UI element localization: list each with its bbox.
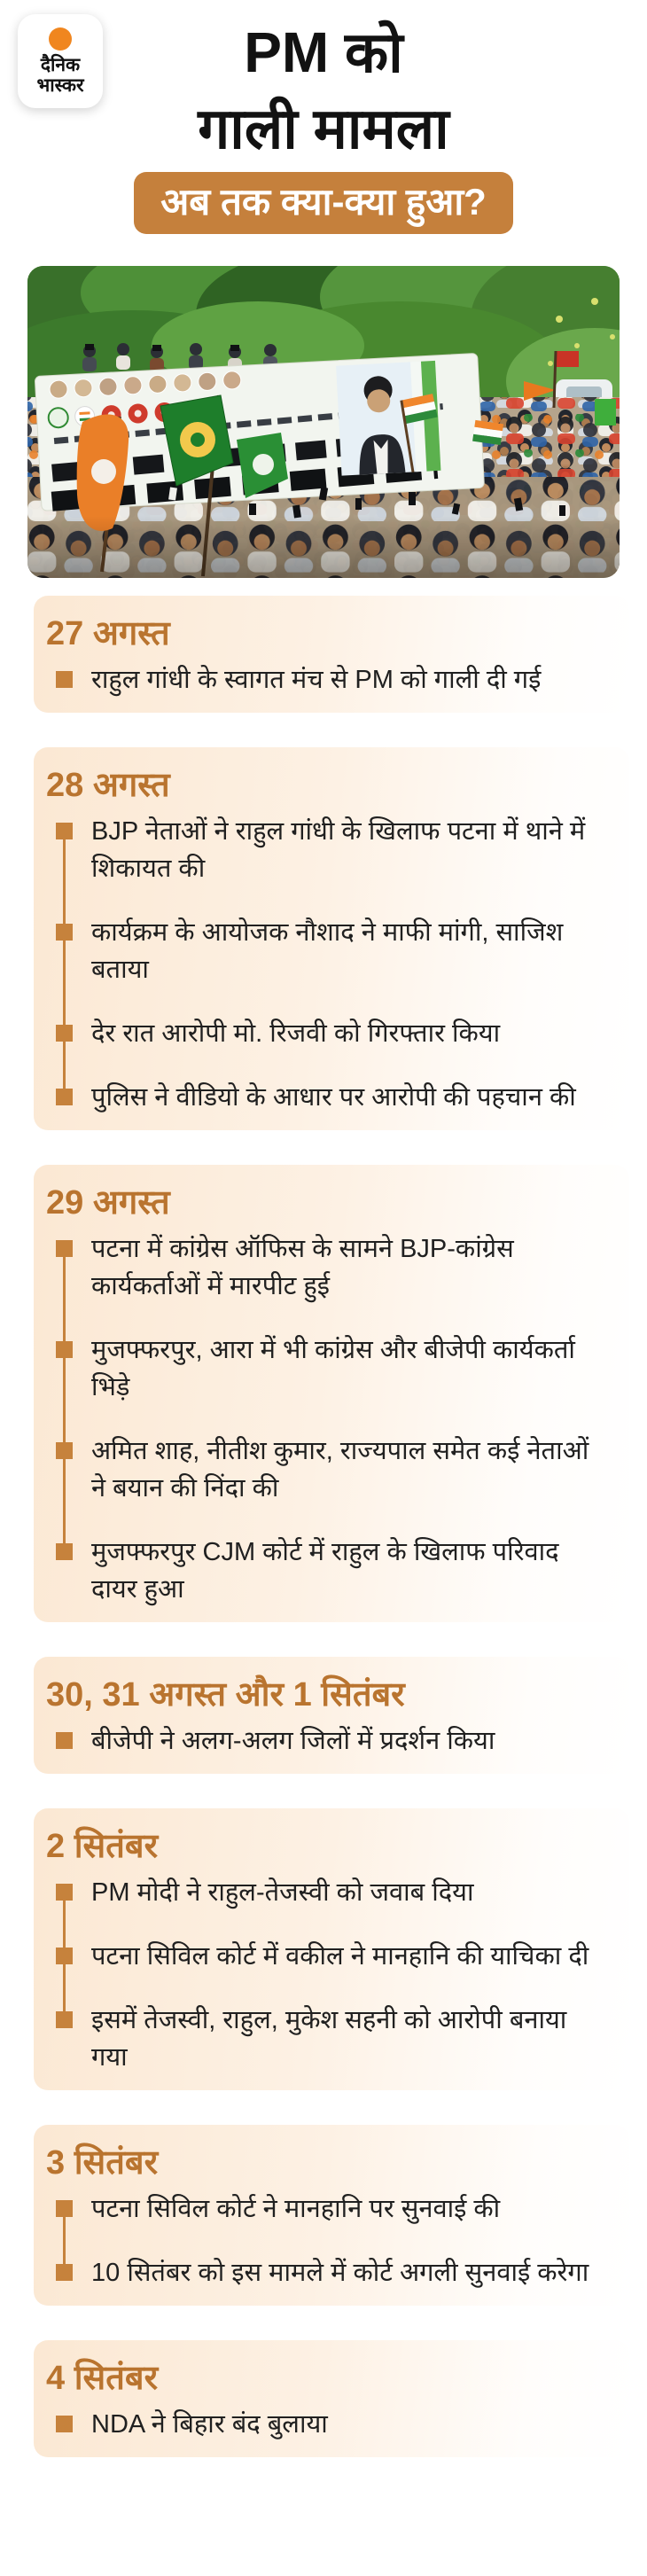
event-text: पुलिस ने वीडियो के आधार पर आरोपी की पहचान की [91,1083,576,1112]
event-item [46,1015,608,1052]
event-list [46,1230,608,1608]
logo-text-line1: दैनिक [40,54,81,75]
event-item [46,1874,608,1911]
bullet-square-icon [56,1884,73,1901]
bullet-square-icon [56,1089,73,1105]
page-title-line2: गाली मामला [198,97,449,160]
event-text: मुजफ्फरपुर, आरा में भी कांग्रेस और बीजेपी कार्यकर्ता भिड़े [91,1336,575,1401]
event-list [46,1722,608,1760]
event-text: PM मोदी ने राहुल-तेजस्वी को जवाब दिया [91,1878,474,1907]
timeline-date: 28 अगस्त [46,767,170,804]
dainik-bhaskar-logo [18,14,103,108]
event-text: 10 सितंबर को इस मामले में कोर्ट अगली सुनवाई करेगा [91,2259,589,2287]
event-item [46,1432,608,1507]
bullet-square-icon [56,1025,73,1042]
subtitle-badge: अब तक क्या-क्या हुआ? [134,172,513,234]
bullet-square-icon [56,823,73,839]
event-text: पटना सिविल कोर्ट ने मानहानि पर सुनवाई की [91,2195,501,2223]
event-item [46,2254,608,2291]
event-item [46,2002,608,2076]
event-item [46,813,608,887]
logo-text-line2: भास्कर [36,74,84,96]
event-list [46,2190,608,2291]
timeline-card [34,1808,629,2090]
timeline-card [34,2340,629,2457]
event-text: NDA ने बिहार बंद बुलाया [91,2410,328,2439]
event-list [46,2406,608,2443]
event-item [46,1938,608,1975]
event-text: अमित शाह, नीतीश कुमार, राज्यपाल समेत कई नेताओं ने बयान की निंदा की [91,1437,589,1503]
bullet-square-icon [56,1341,73,1358]
timeline [0,596,647,2457]
logo-sun-icon [49,27,72,51]
page-title-line1: PM को [244,20,403,84]
timeline-date: 29 अगस्त [46,1184,170,1222]
rally-photo-illustration [27,266,620,578]
event-item [46,1534,608,1608]
timeline-card [34,2125,629,2306]
event-text: पटना सिविल कोर्ट में वकील ने मानहानि की याचिका दी [91,1942,589,1971]
bullet-square-icon [56,1240,73,1257]
event-item [46,1331,608,1406]
header [0,0,647,234]
event-item [46,2406,608,2443]
timeline-card [34,1165,629,1622]
event-text: कार्यक्रम के आयोजक नौशाद ने माफी मांगी, साजिश बताया [91,918,564,984]
event-item [46,914,608,988]
event-item [46,1722,608,1760]
bullet-square-icon [56,924,73,941]
bullet-square-icon [56,2011,73,2028]
timeline-date: 27 अगस्त [46,615,170,652]
timeline-date: 3 सितंबर [46,2144,159,2182]
bullet-square-icon [56,2200,73,2217]
bullet-square-icon [56,1948,73,1964]
event-item [46,2190,608,2228]
event-list [46,1874,608,2076]
event-item [46,1079,608,1116]
event-list [46,661,608,699]
event-text: BJP नेताओं ने राहुल गांधी के खिलाफ पटना में थाने में शिकायत की [91,817,586,883]
timeline-card [34,747,629,1130]
event-item [46,1230,608,1305]
event-text: देर रात आरोपी मो. रिजवी को गिरफ्तार किया [91,1019,501,1048]
timeline-date: 4 सितंबर [46,2360,159,2397]
timeline-card [34,1657,629,1774]
timeline-date: 30, 31 अगस्त और 1 सितंबर [46,1676,405,1713]
bullet-square-icon [56,1732,73,1749]
event-text: बीजेपी ने अलग-अलग जिलों में प्रदर्शन किया [91,1727,495,1755]
bullet-square-icon [56,2264,73,2281]
bullet-square-icon [56,2416,73,2432]
event-list [46,813,608,1116]
bullet-square-icon [56,1442,73,1459]
timeline-date: 2 सितंबर [46,1828,159,1865]
bullet-square-icon [56,1543,73,1560]
event-text: राहुल गांधी के स्वागत मंच से PM को गाली दी गई [91,666,542,694]
event-text: मुजफ्फरपुर CJM कोर्ट में राहुल के खिलाफ परिवाद दायर हुआ [91,1538,559,1604]
event-text: इसमें तेजस्वी, राहुल, मुकेश सहनी को आरोपी बनाया गया [91,2006,567,2072]
rally-photo [27,266,620,578]
timeline-card [34,596,629,713]
event-text: पटना में कांग्रेस ऑफिस के सामने BJP-कांग्रेस कार्यकर्ताओं में मारपीट हुई [91,1235,514,1300]
bullet-square-icon [56,671,73,688]
event-item [46,661,608,699]
